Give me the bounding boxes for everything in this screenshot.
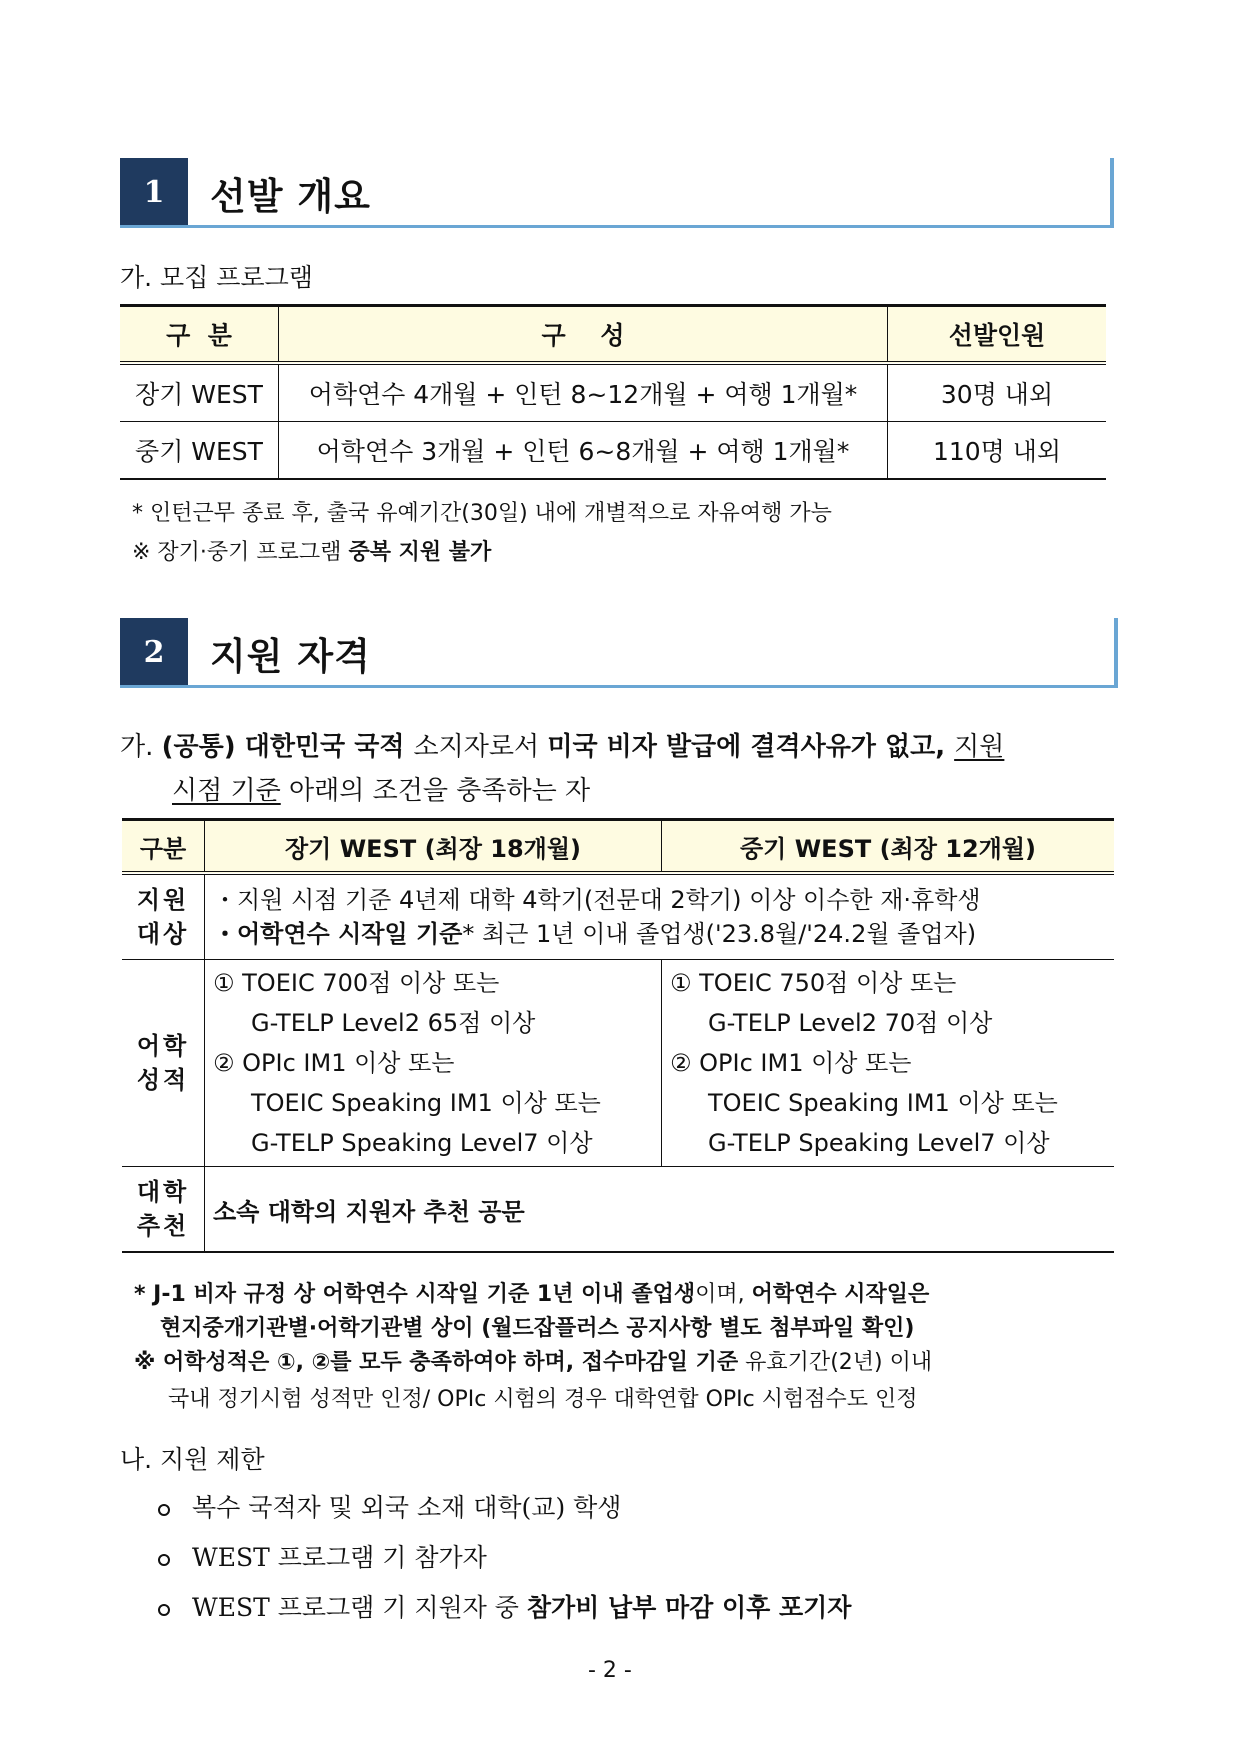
label-language: 어학 성적 <box>122 960 205 1167</box>
subheading-recruit-program: 가. 모집 프로그램 <box>120 263 313 292</box>
note-visa-line2: 현지중개기관별·어학기관별 상이 (월드잡플러스 공지사항 별도 첨부파일 확인) <box>160 1316 915 1341</box>
para-bold-visa: 미국 비자 발급에 결격사유가 없고, <box>547 732 955 762</box>
section-right-rule <box>1114 618 1118 688</box>
score-line: G-TELP Level2 70점 이상 <box>708 1009 993 1037</box>
score-line: ① TOEIC 700점 이상 또는 <box>213 969 500 997</box>
row-type: 장기 WEST <box>120 363 279 422</box>
target-line-2-rest: * 최근 1년 이내 졸업생('23.8월/'24.2월 졸업자) <box>462 920 977 948</box>
table-row-recommendation <box>122 1167 1114 1253</box>
note-travel: * 인턴근무 종료 후, 출국 유예기간(30일) 내에 개별적으로 자유여행 가능 <box>132 501 832 526</box>
note-score-line2: 국내 정기시험 성적만 인정/ OPIc 시험의 경우 대학연합 OPIc 시험점수도 인정 <box>168 1387 918 1412</box>
restriction-text: 복수 국적자 및 외국 소재 대학(교) 학생 <box>192 1493 622 1522</box>
header-long-west: 장기 WEST (최장 18개월) <box>205 820 662 874</box>
note-duplicate <box>132 535 491 566</box>
section-right-rule <box>1110 158 1114 228</box>
label-target: 지원 대상 <box>122 873 205 960</box>
program-table <box>120 304 1106 480</box>
table-row <box>120 363 1106 422</box>
eligibility-table <box>122 818 1114 1253</box>
header-composition: 구 성 <box>279 306 888 364</box>
row-type: 중기 WEST <box>120 422 279 480</box>
note-duplicate-bold: 중복 지원 불가 <box>348 540 492 565</box>
note-visa-normal: 이며, <box>695 1282 752 1307</box>
eligibility-paragraph-line2 <box>172 770 590 807</box>
long-scores-cell <box>205 960 662 1167</box>
label-recommendation: 대학 추천 <box>122 1167 205 1253</box>
subheading-restrictions: 나. 지원 제한 <box>120 1445 265 1474</box>
score-line: ② OPIc IM1 이상 또는 <box>213 1049 455 1077</box>
score-line: ① TOEIC 750점 이상 또는 <box>670 969 957 997</box>
section-2-header <box>120 618 1118 688</box>
score-line: ② OPIc IM1 이상 또는 <box>670 1049 912 1077</box>
restriction-text-bold: 참가비 납부 마감 이후 포기자 <box>526 1593 852 1622</box>
header-mid-west: 중기 WEST (최장 12개월) <box>662 820 1115 874</box>
row-quota: 110명 내외 <box>932 437 1062 466</box>
note-score-line1 <box>134 1345 932 1376</box>
note-visa-bold-2: 어학연수 시작일은 <box>751 1282 930 1307</box>
recommendation-text: 소속 대학의 지원자 추천 공문 <box>213 1197 525 1226</box>
circle-bullet-icon <box>158 1604 170 1616</box>
target-cell <box>205 873 1115 960</box>
restriction-item <box>158 1588 851 1624</box>
restriction-text: WEST 프로그램 기 지원자 중 <box>192 1593 527 1622</box>
table-row-target <box>122 873 1114 960</box>
circle-bullet-icon <box>158 1554 170 1566</box>
header-quota: 선발인원 <box>888 306 1107 364</box>
row-quota: 30명 내외 <box>940 380 1054 409</box>
mid-scores-cell <box>662 960 1115 1167</box>
note-score-normal: 유효기간(2년) 이내 <box>738 1350 933 1375</box>
restriction-item <box>158 1538 487 1574</box>
target-line-2-bold: ・어학연수 시작일 기준 <box>213 920 463 948</box>
table-row <box>120 422 1106 480</box>
score-line: G-TELP Level2 65점 이상 <box>251 1009 536 1037</box>
restriction-item <box>158 1488 621 1524</box>
row-composition: 어학연수 3개월 + 인턴 6~8개월 + 여행 1개월* <box>279 422 888 480</box>
para-rest: 아래의 조건을 충족하는 자 <box>280 776 591 806</box>
para-bold-nationality: (공통) 대한민국 국적 <box>161 732 414 762</box>
score-line: G-TELP Speaking Level7 이상 <box>251 1129 593 1157</box>
note-duplicate-prefix: ※ 장기·중기 프로그램 <box>132 540 349 565</box>
note-visa-line1 <box>134 1277 929 1308</box>
para-underline-1: 지원 <box>954 732 1005 762</box>
score-line: G-TELP Speaking Level7 이상 <box>708 1129 1050 1157</box>
page-number: - 2 - <box>588 1658 632 1683</box>
target-line-2 <box>213 917 1106 951</box>
note-visa-bold: * J-1 비자 규정 상 어학연수 시작일 기준 1년 이내 졸업생 <box>134 1282 696 1307</box>
score-line: TOEIC Speaking IM1 이상 또는 <box>708 1089 1058 1117</box>
table-row-language <box>122 960 1114 1167</box>
header-category: 구분 <box>122 820 205 874</box>
section-1-header <box>120 158 1114 228</box>
section-title: 지원 자격 <box>210 635 371 678</box>
restriction-text: WEST 프로그램 기 참가자 <box>192 1543 487 1572</box>
eligibility-paragraph-line1 <box>120 726 1004 763</box>
section-underline <box>120 225 1114 228</box>
row-composition: 어학연수 4개월 + 인턴 8~12개월 + 여행 1개월* <box>279 363 888 422</box>
circle-bullet-icon <box>158 1504 170 1516</box>
note-score-bold: ※ 어학성적은 ①, ②를 모두 충족하여야 하며, 접수마감일 기준 <box>134 1350 739 1375</box>
para-prefix: 가. <box>120 732 162 762</box>
section-underline <box>120 685 1118 688</box>
section-number: 1 <box>120 158 188 226</box>
header-type: 구 분 <box>120 306 279 364</box>
score-line: TOEIC Speaking IM1 이상 또는 <box>251 1089 601 1117</box>
section-title: 선발 개요 <box>210 175 371 218</box>
para-normal: 소지자로서 <box>413 732 548 762</box>
section-number: 2 <box>120 618 188 686</box>
para-underline-2: 시점 기준 <box>172 776 281 806</box>
target-line-1: ・지원 시점 기준 4년제 대학 4학기(전문대 2학기) 이상 이수한 재·휴학생 <box>213 886 981 914</box>
